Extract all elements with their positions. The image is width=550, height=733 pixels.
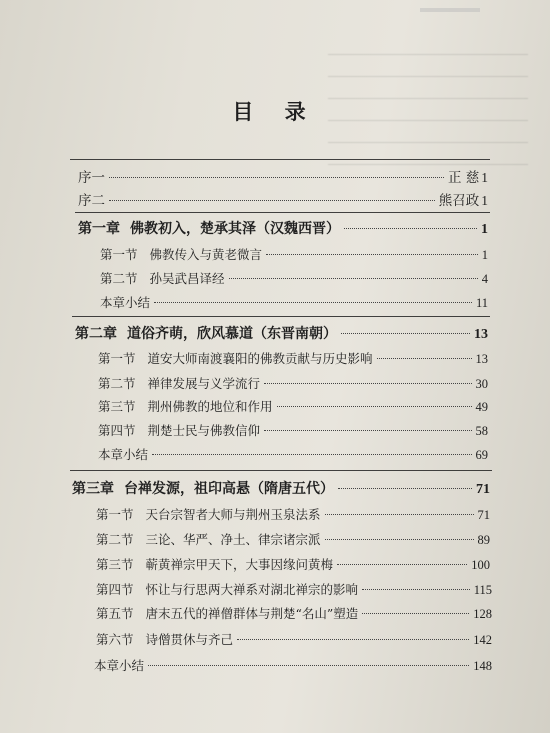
entry-page: 13: [474, 327, 488, 342]
toc-entry-chapter-2[interactable]: [75, 323, 488, 343]
leader-dots: [229, 278, 478, 279]
section-title: 荆楚士民与佛教信仰: [147, 423, 261, 438]
chapter-title: 佛教初入，楚承其泽（汉魏西晋）: [130, 221, 340, 237]
section-title: 诗僧贯休与齐己: [145, 632, 234, 647]
chapter-rule: [72, 316, 490, 317]
section-number: 第四节: [96, 582, 134, 597]
section-number: 第一节: [98, 351, 136, 366]
toc-entry-section[interactable]: [98, 349, 488, 367]
toc-entry-section[interactable]: [96, 630, 492, 648]
leader-dots: [266, 254, 478, 255]
section-number: 第二节: [98, 376, 136, 391]
entry-author: 正 慈: [447, 170, 480, 186]
leader-dots: [337, 564, 467, 565]
toc-entry-section[interactable]: [96, 604, 492, 622]
entry-page: 49: [475, 400, 488, 414]
leader-dots: [362, 613, 469, 614]
toc-entry-summary[interactable]: [94, 656, 492, 674]
chapter-number: 第三章: [72, 481, 114, 497]
chapter-rule: [75, 212, 490, 213]
toc-entry-chapter-3[interactable]: [72, 478, 490, 498]
entry-page: 1: [481, 170, 488, 185]
leader-dots: [109, 200, 435, 201]
leader-dots: [154, 302, 472, 303]
bleed-through-header: [420, 8, 480, 12]
chapter-title: 道俗齐萌，欣风慕道（东晋南朝）: [127, 326, 337, 342]
leader-dots: [377, 358, 472, 359]
entry-page: 30: [475, 377, 488, 391]
chapter-number: 第一章: [78, 221, 120, 237]
leader-dots: [264, 430, 471, 431]
section-title: 天台宗智者大师与荆州玉泉法系: [145, 507, 321, 522]
leader-dots: [325, 539, 474, 540]
leader-dots: [338, 488, 472, 489]
section-number: 第六节: [96, 632, 134, 647]
entry-page: 69: [475, 448, 488, 462]
section-number: 第二节: [100, 271, 138, 286]
entry-page: 13: [475, 352, 488, 366]
entry-page: 1: [481, 248, 488, 262]
toc-entry-chapter-1[interactable]: [78, 218, 488, 238]
toc-entry-section[interactable]: [96, 530, 490, 548]
entry-page: 1: [481, 222, 488, 237]
entry-page: 128: [473, 607, 492, 621]
entry-page: 1: [481, 193, 488, 208]
entry-page: 11: [475, 296, 488, 310]
leader-dots: [152, 454, 471, 455]
section-number: 第三节: [96, 557, 134, 572]
entry-label: 序一: [78, 170, 105, 186]
section-title: 孙吴武昌译经: [149, 271, 225, 286]
section-number: 第五节: [96, 606, 134, 621]
entry-label: 序二: [78, 193, 105, 209]
toc-entry-section[interactable]: [98, 421, 488, 439]
toc-entry-section[interactable]: [98, 397, 488, 415]
section-number: 第二节: [96, 532, 134, 547]
entry-page: 115: [473, 583, 492, 597]
entry-page: 71: [476, 482, 490, 497]
toc-top-rule: [70, 159, 490, 160]
entry-page: 100: [471, 558, 490, 572]
entry-author: 熊召政: [438, 193, 480, 209]
leader-dots: [264, 383, 471, 384]
entry-page: 58: [475, 424, 488, 438]
toc-entry-section[interactable]: [96, 505, 490, 523]
entry-page: 4: [481, 272, 488, 286]
section-number: 第一节: [100, 247, 138, 262]
leader-dots: [109, 177, 444, 178]
leader-dots: [148, 665, 469, 666]
summary-label: 本章小结: [98, 447, 149, 462]
leader-dots: [341, 333, 470, 334]
chapter-number: 第二章: [75, 326, 117, 342]
leader-dots: [344, 228, 477, 229]
entry-page: 148: [473, 659, 492, 673]
chapter-rule: [70, 470, 492, 471]
chapter-title: 台禅发源，祖印高悬（隋唐五代）: [124, 481, 334, 497]
entry-page: 89: [477, 533, 490, 547]
section-title: 三论、华严、净土、律宗诸宗派: [145, 532, 321, 547]
section-title: 荆州佛教的地位和作用: [147, 399, 273, 414]
page-title: 目 录: [232, 99, 318, 124]
section-title: 怀让与行思两大禅系对湖北禅宗的影响: [145, 582, 359, 597]
toc-entry-preface-2[interactable]: [78, 189, 488, 209]
section-title: 蕲黄禅宗甲天下，大事因缘问黄梅: [145, 557, 334, 572]
section-number: 第四节: [98, 423, 136, 438]
section-title: 佛教传入与黄老微言: [149, 247, 263, 262]
toc-entry-summary[interactable]: [98, 445, 488, 463]
toc-entry-preface-1[interactable]: [78, 166, 488, 186]
section-title: 唐末五代的禅僧群体与荆楚“名山”塑造: [145, 606, 359, 621]
toc-entry-section[interactable]: [96, 580, 492, 598]
toc-entry-section[interactable]: [100, 245, 488, 263]
toc-entry-section[interactable]: [100, 269, 488, 287]
toc-entry-summary[interactable]: [100, 293, 488, 311]
leader-dots: [277, 406, 472, 407]
leader-dots: [237, 639, 469, 640]
toc-entry-section[interactable]: [98, 374, 488, 392]
leader-dots: [362, 589, 470, 590]
section-title: 道安大师南渡襄阳的佛教贡献与历史影响: [147, 351, 373, 366]
summary-label: 本章小结: [100, 295, 151, 310]
leader-dots: [325, 514, 474, 515]
section-title: 禅律发展与义学流行: [147, 376, 261, 391]
toc-entry-section[interactable]: [96, 555, 490, 573]
section-number: 第一节: [96, 507, 134, 522]
section-number: 第三节: [98, 399, 136, 414]
summary-label: 本章小结: [94, 658, 145, 673]
entry-page: 142: [473, 633, 492, 647]
entry-page: 71: [477, 508, 490, 522]
